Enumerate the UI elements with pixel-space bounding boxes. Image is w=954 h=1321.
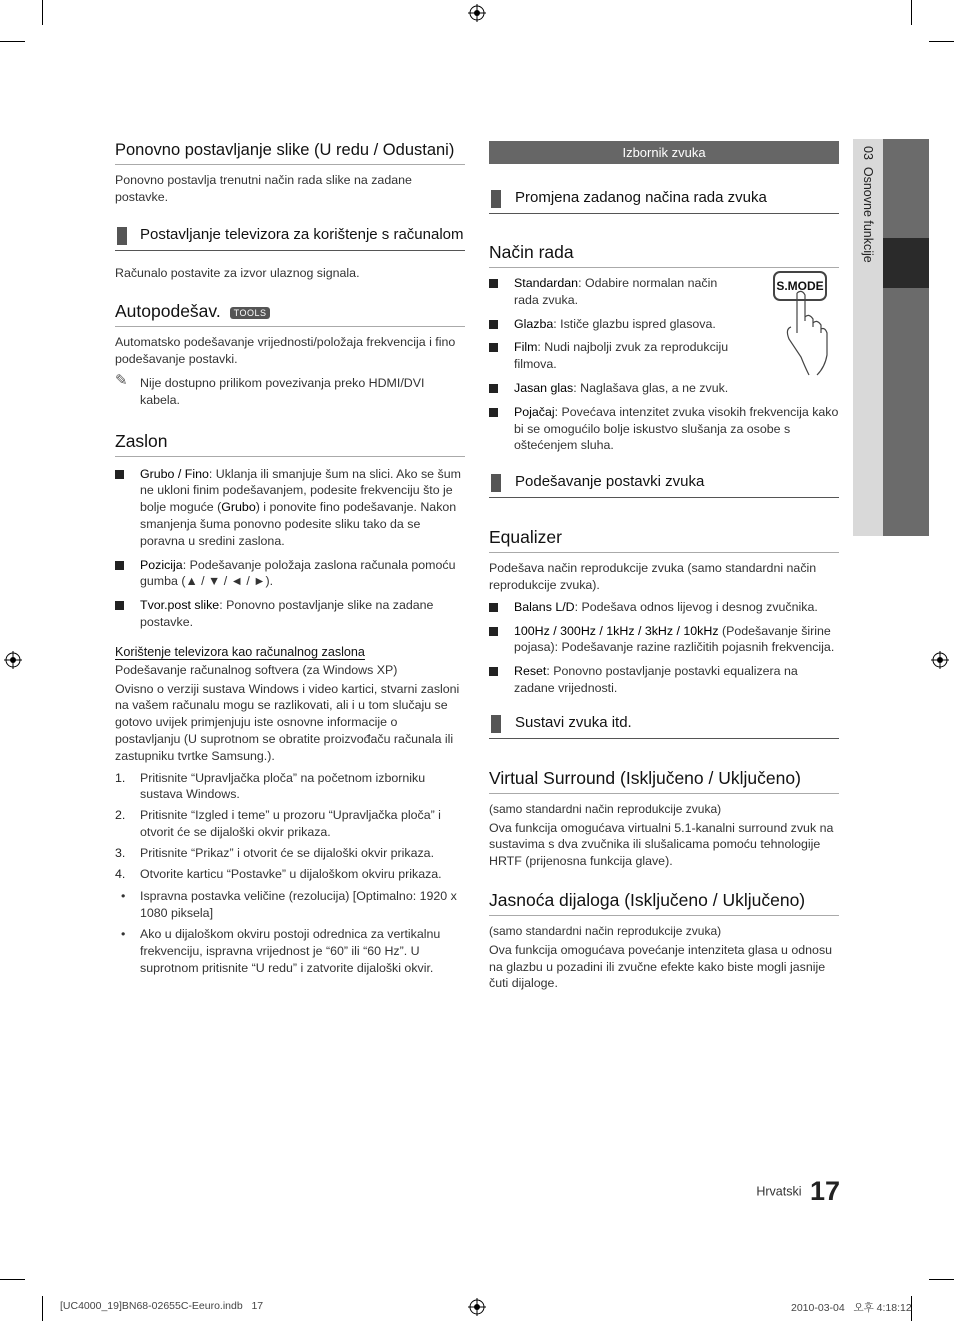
zaslon-list <box>115 466 465 631</box>
list-item <box>115 466 465 550</box>
registration-mark-icon <box>468 4 486 22</box>
note <box>115 371 465 409</box>
smode-button: S.MODE <box>773 271 827 301</box>
eq-list <box>489 599 839 697</box>
chapter-tab-dark <box>883 139 929 536</box>
section-text: Ponovno postavlja trenutni način rada slike na zadane postavke. <box>115 173 412 204</box>
section-heading: Zaslon <box>115 431 465 457</box>
section-heading-autopodesav <box>115 301 465 327</box>
menu-banner: Izbornik zvuka <box>489 141 839 164</box>
step-number: 4. <box>115 866 126 881</box>
hand-pointer-icon <box>771 271 837 379</box>
step-text: Pritisnite “Prikaz” i otvorit će se dijaloški okvir prikaza. <box>140 845 435 860</box>
paragraph: Ovisno o verziji sustava Windows i video kartici, stvarni zasloni na vašem računalu mogu se razlikovati, ali i u tom slučaju se gotovo uvijek primjenjuju iste osnovne informacije o postavljanju (U suprotnom se obratite proizvođaču računala ili zastupniku tvrtke Samsung.). <box>115 681 460 763</box>
crop-mark <box>42 1296 43 1321</box>
list-item <box>489 623 839 657</box>
chapter-label <box>861 146 875 263</box>
item-text: : Ponovno postavljanje postavki equalizera na zadane vrijednosti. <box>514 664 798 695</box>
item-term: Pojačaj <box>514 404 555 419</box>
left-column <box>115 141 465 980</box>
subsection-title: Sustavi zvuka itd. <box>515 713 632 731</box>
item-text: ) i ponovite fino podešavanje. Nakon smanjenja šuma ponovno podesite sliku tako da se poravna u sredini zaslona. <box>140 500 457 548</box>
section-heading: Equalizer <box>489 527 839 553</box>
item-text: : Nudi najbolji zvuk za reprodukciju filmova. <box>514 340 729 372</box>
dot-bullet-icon: • <box>121 926 126 941</box>
section-text: Automatsko podešavanje vrijednosti/položaja frekvencija i fino podešavanje postavki. <box>115 335 456 367</box>
bullet-icon <box>115 601 124 610</box>
item-term: Standardan <box>514 276 579 290</box>
dot-text: Ispravna postavka veličine (rezolucija) [Optimalno: 1920 x 1080 piksela] <box>140 889 457 921</box>
steps-list <box>115 770 465 977</box>
item-text: : Naglašava glas, a ne zvuk. <box>573 380 729 395</box>
section-text: Računalo postavite za izvor ulaznog signala. <box>115 265 360 280</box>
crop-mark <box>0 1279 25 1280</box>
list-item <box>489 275 739 309</box>
note-text: (samo standardni način reprodukcije zvuka) <box>489 923 722 938</box>
item-term: Jasan glas <box>514 380 574 395</box>
bullet-icon <box>489 667 498 676</box>
page-number-block <box>700 1176 840 1207</box>
subsection-title: Podešavanje postavki zvuka <box>515 473 705 491</box>
registration-mark-icon <box>931 651 949 669</box>
registration-mark-icon <box>468 1298 486 1316</box>
step-item <box>115 845 465 862</box>
item-text: : Povećava intenzitet zvuka visokih frekvencija kako bi se omogućilo bolje iskustvo slušanja za osobe s oštećenjem sluha. <box>514 404 839 453</box>
note-text: (samo standardni način reprodukcije zvuka) <box>489 801 722 816</box>
subsection-title: Postavljanje televizora za korištenje s računalom <box>140 225 464 243</box>
item-term: 100Hz / 300Hz / 1kHz / 3kHz / 10kHz <box>514 623 719 638</box>
subsection-heading <box>115 223 465 251</box>
heading-bar <box>117 227 127 245</box>
list-item <box>115 557 465 591</box>
step-text: Pritisnite “Izgled i teme” u prozoru “Upravljačka ploča” i otvorit će se dijaloški okvir prikaza. <box>140 808 441 839</box>
language-label: Hrvatski <box>756 1184 802 1199</box>
bullet-icon <box>489 603 498 612</box>
heading-bar <box>491 190 501 208</box>
bullet-icon <box>489 343 498 352</box>
step-number: 2. <box>115 808 126 823</box>
tools-badge: TOOLS <box>230 307 271 319</box>
subsection-heading <box>489 711 839 739</box>
section-heading: Način rada <box>489 242 839 268</box>
item-term: Reset <box>514 664 547 679</box>
step-number: 1. <box>115 770 126 785</box>
bullet-icon <box>489 320 498 329</box>
dot-bullet-icon: • <box>121 889 126 904</box>
crop-mark <box>929 1279 954 1280</box>
chapter-number: 03 <box>861 146 875 160</box>
item-text: : Ponovno postavljanje slike na zadane postavke. <box>140 598 434 629</box>
print-footer-right: 2010-03-04 오후 4:18:12 <box>791 1302 912 1314</box>
note-text: Nije dostupno prilikom povezivanja preko HDMI/DVI kabela. <box>140 375 425 407</box>
item-term: Pozicija <box>140 557 183 572</box>
step-item <box>115 807 465 841</box>
paragraph: Podešavanje računalnog softvera (za Windows XP) <box>115 662 398 677</box>
item-term: Film <box>514 340 538 355</box>
item-term: Grubo / Fino <box>140 466 209 481</box>
chapter-tab-marker <box>883 238 929 288</box>
dot-item <box>115 888 465 922</box>
item-term: Glazba <box>514 316 554 331</box>
section-heading: Ponovno postavljanje slike (U redu / Odustani) <box>115 141 465 165</box>
list-item <box>489 663 839 697</box>
step-item <box>115 866 465 883</box>
list-item <box>489 380 839 397</box>
section-text: Ova funkcija omogućava virtualni 5.1-kanalni surround zvuk na sustavima s dva zvučnika ili slušalicama pomoću tehnologije HRTF (prijenosna funkcija glave). <box>489 820 834 869</box>
heading-bar <box>491 715 501 733</box>
bullet-icon <box>489 627 498 636</box>
item-term: Tvor.post slike <box>140 598 220 613</box>
list-item <box>489 404 839 454</box>
step-text: Otvorite karticu “Postavke” u dijaloškom okviru prikaza. <box>140 866 442 881</box>
subsection-title: Promjena zadanog načina rada zvuka <box>515 189 767 206</box>
bullet-icon <box>115 470 124 479</box>
item-text: (Podešavanje širine pojasa): Podešavanje razine različitih pojasnih frekvencija. <box>514 623 835 655</box>
chapter-name: Osnovne funkcije <box>861 166 875 263</box>
item-term: Balans L/D <box>514 599 575 614</box>
subheading-underlined: Korištenje televizora kao računalnog zaslona <box>115 644 365 659</box>
item-text: : Ističe glazbu ispred glasova. <box>553 316 716 331</box>
page-number: 17 <box>809 1176 840 1206</box>
dot-item <box>115 926 465 976</box>
section-heading: Jasnoća dijaloga (Isključeno / Uključeno) <box>489 890 839 916</box>
section-text: Podešava način reprodukcije zvuka (samo standardni način reprodukcije zvuka). <box>489 561 817 592</box>
step-number: 3. <box>115 845 126 860</box>
bullet-icon <box>489 408 498 417</box>
crop-mark <box>929 41 954 42</box>
list-item <box>489 339 739 373</box>
item-text: : Podešavanje položaja zaslona računala pomoću gumba (▲ / ▼ / ◄ / ►). <box>140 557 456 589</box>
list-item <box>115 597 465 631</box>
registration-mark-icon <box>4 651 22 669</box>
heading-bar <box>491 474 501 492</box>
section-heading: Virtual Surround (Isključeno / Uključeno) <box>489 768 839 794</box>
crop-mark <box>0 41 25 42</box>
smode-illustration <box>771 271 837 379</box>
bullet-icon <box>489 384 498 393</box>
bullet-icon <box>489 279 498 288</box>
subsection-heading <box>489 470 839 498</box>
crop-mark <box>911 0 912 25</box>
nacin-list <box>489 275 839 454</box>
item-text: : Uklanja ili smanjuje šum na slici. Ako se šum ne ukloni finim podešavanjem, podesite frekvenciju što je bolje moguće ( <box>140 466 461 515</box>
bullet-icon <box>115 561 124 570</box>
step-item <box>115 770 465 804</box>
dot-text: Ako u dijaloškom okviru postoji odrednica za vertikalnu frekvenciju, ispravna vrijednost je “60” ili “60 Hz”. U suprotnom pritisnite “U redu” i zatvorite dijaloški okvir. <box>140 926 441 975</box>
crop-mark <box>42 0 43 25</box>
step-text: Pritisnite “Upravljačka ploča” na početnom izborniku sustava Windows. <box>140 770 426 802</box>
print-footer-left: [UC4000_19]BN68-02655C-Eeuro.indb 17 <box>60 1300 264 1312</box>
note-pencil-icon: ✎ <box>115 371 128 389</box>
list-item <box>489 316 739 333</box>
section-title: Autopodešav. <box>115 301 221 322</box>
item-text: : Odabire normalan način rada zvuka. <box>514 276 718 307</box>
item-text: : Podešava odnos lijevog i desnog zvučnika. <box>574 599 818 614</box>
section-text: Ova funkcija omogućava povećanje intenziteta glasa u odnosu na glazbu u pozadini ili zvučne efekte kako biste mogli jasnije čuti dijaloge. <box>489 942 833 991</box>
item-term: Grubo <box>221 500 256 515</box>
list-item <box>489 599 839 616</box>
subsection-heading <box>489 186 839 214</box>
right-column <box>489 141 839 992</box>
